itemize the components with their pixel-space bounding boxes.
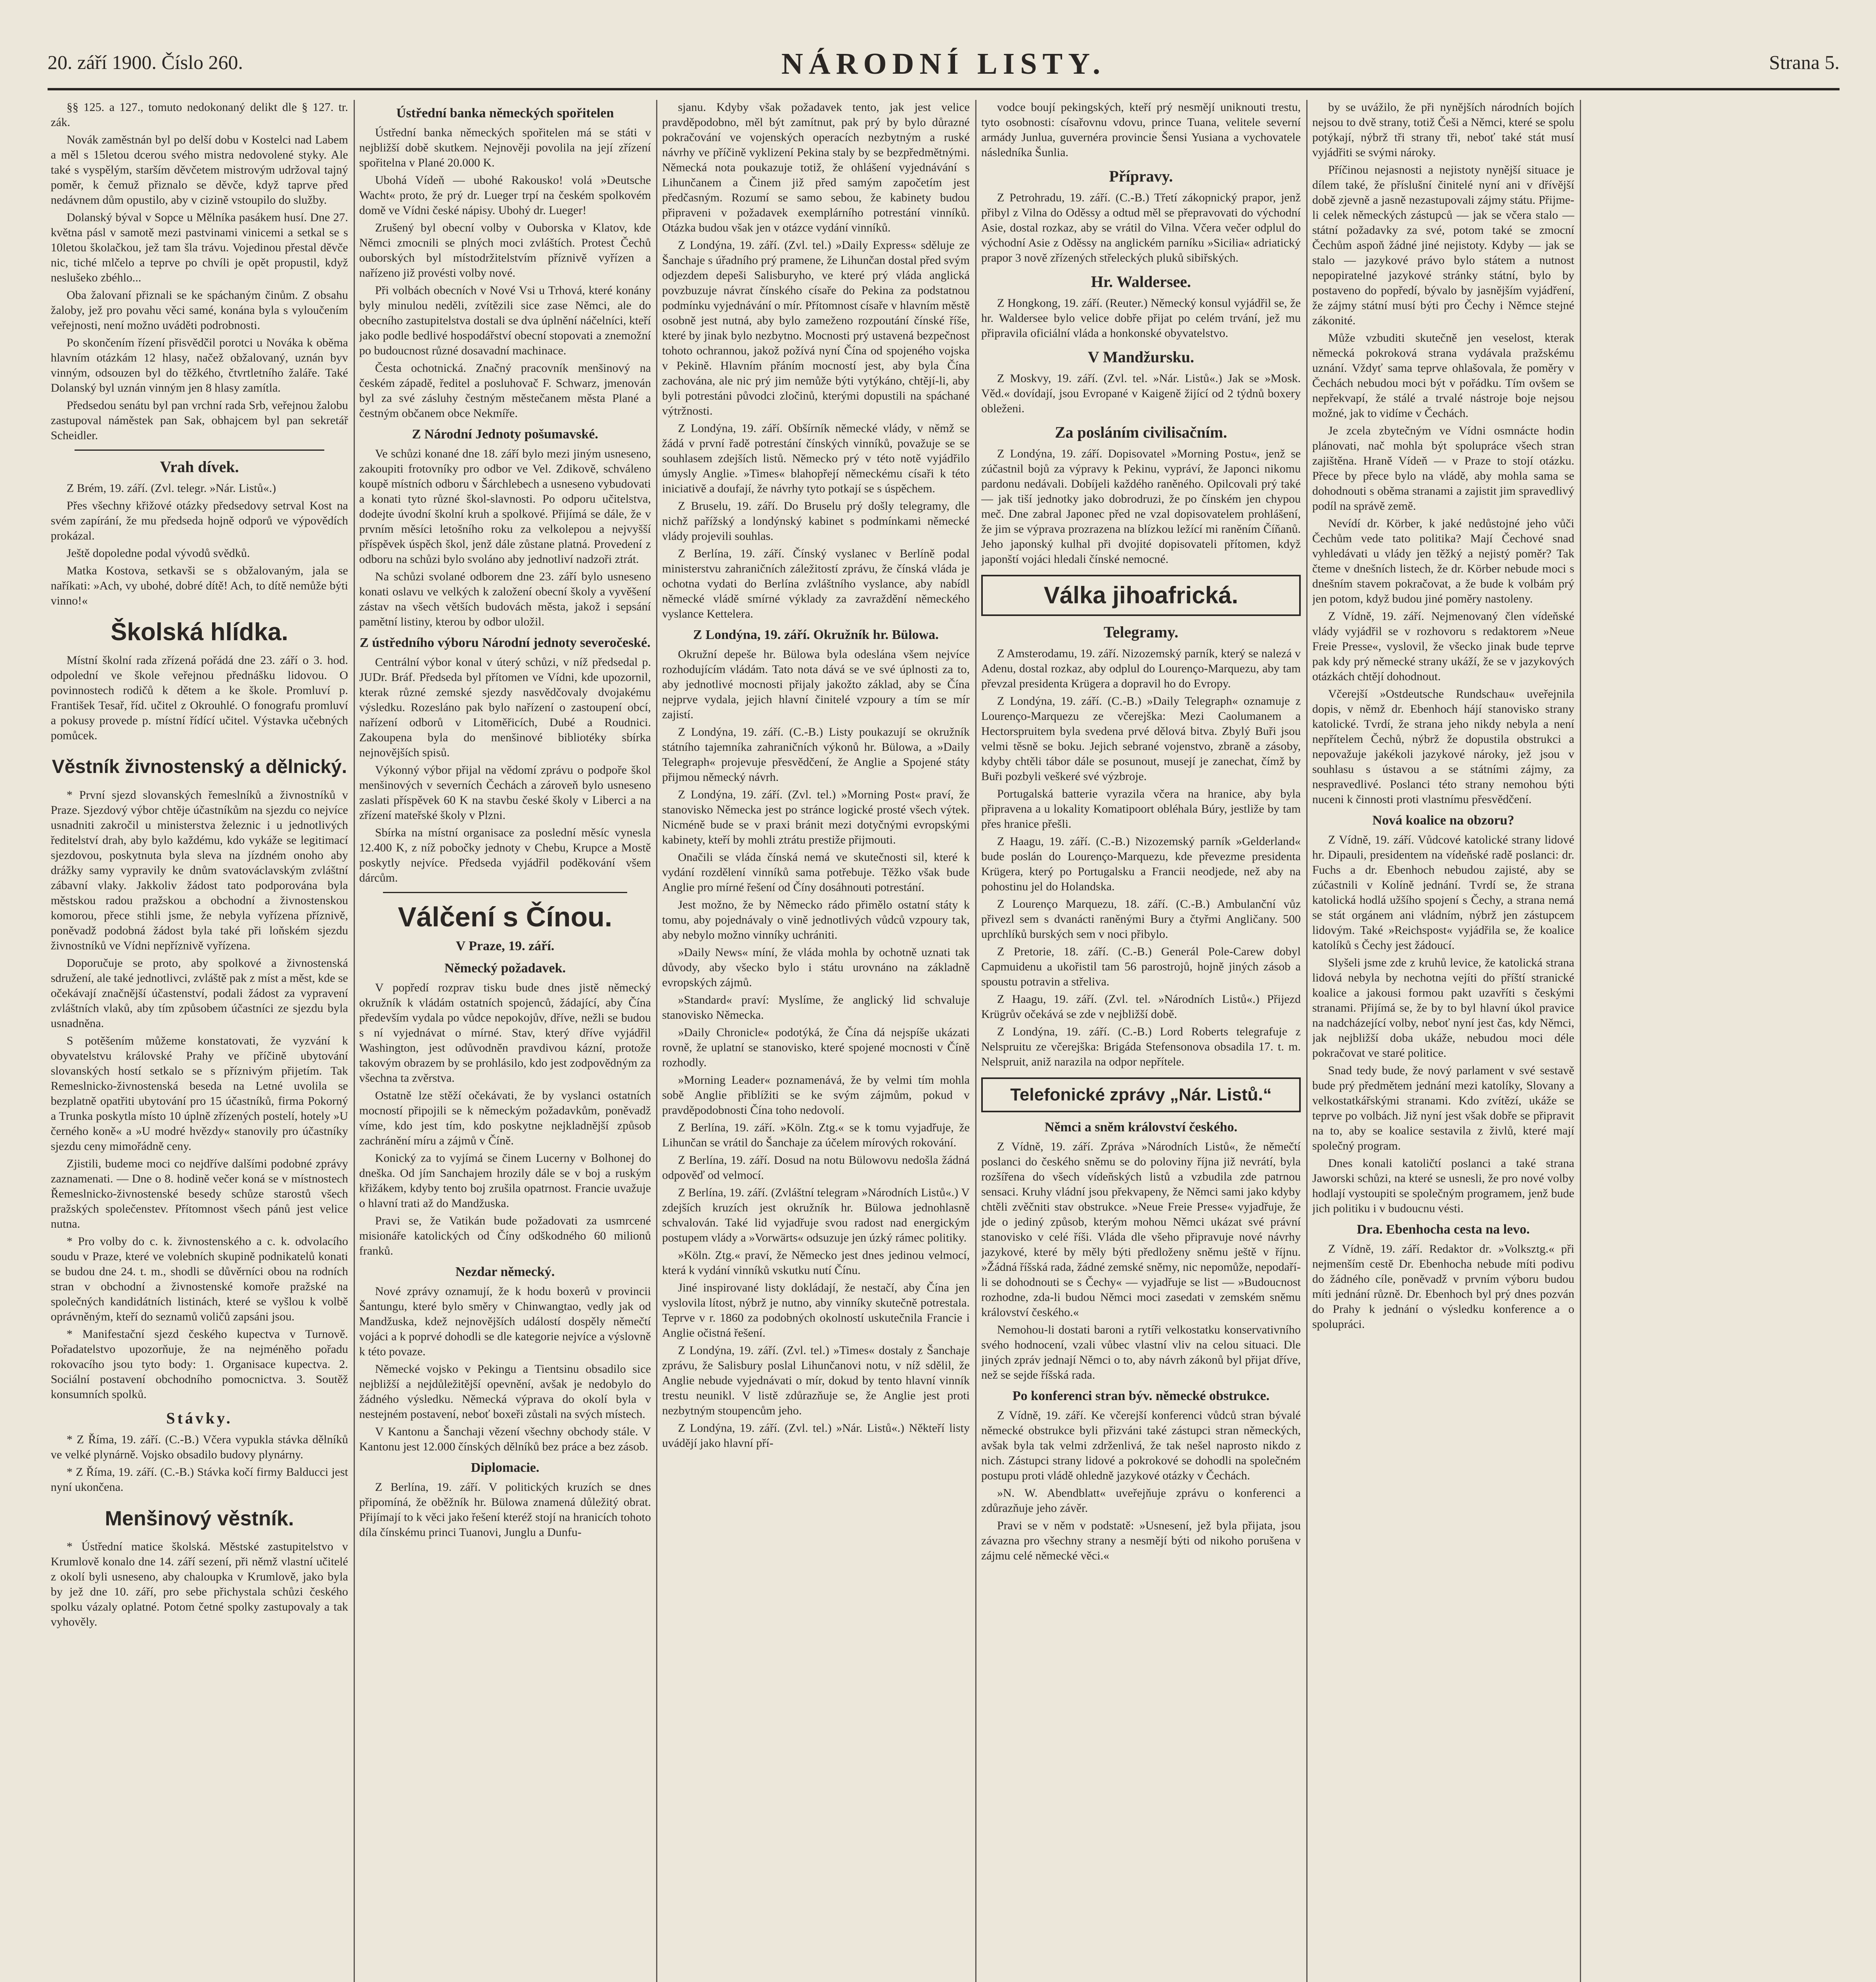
article-paragraph: »Daily News« míní, že vláda mohla by ochotně uznati tak důvody, aby všecko bylo i státu urovnáno na základně evropských zájmů. <box>662 946 970 989</box>
article-paragraph: Příčinou nejasnosti a nejistoty nynější situace je dílem také, že příslušní činitelé nyní ani v dřívější době zjevně a jasně nezastupovali zájmy státu. Přijme-li celek německých zástupců — jak se včera stalo — státní požadavky za své, potom také se zmocní Čechům aspoň žádné jiné nejistoty. Kdyby — jak se stalo — jazykové právo bylo státem a nutnost nepopiratelné jazykové stránky státní, bylo by postaveno do popředí, bývalo by jasnějším vyjádření, že zájmy státní musí býti pro Čechy i Němce stejné zákonité. <box>1312 163 1574 327</box>
article-paragraph: Z Londýna, 19. září. Dopisovatel »Morning Postu«, jenž se zúčastnil bojů za výpravy k Pekinu, vypráví, že Japonci nikomu pardonu nedávali. Dobíjeli každého raněného. Opilcovali prý také — jak tiší jednotky jako dobrodruzi, že po čínském jen chypou meč. Dne zabral Japonec před ne vzal dopisovatelem prohlášení, že jim se výprava prozrazena na blízkou ležící mi raněním Číňanů. Jeho japonský kulhal při dvojité dopisovateli přítomen, když japonští vojáci hledali čínské nemocné. <box>981 447 1301 566</box>
section-heading: Němci a sněm království českého. <box>1044 1120 1238 1134</box>
article-paragraph: Z Pretorie, 18. září. (C.-B.) Generál Pole-Carew dobyl Capmuidenu a ukořistil tam 56 parostrojů, hojně jiných zásob a spoustu potravin a střeliva. <box>981 945 1301 988</box>
column-rule <box>354 100 355 1982</box>
article-paragraph: Z Vídně, 19. září. Redaktor dr. »Volksztg.« při nejmenším cestě Dr. Ebenhocha nebude míti podivu do žádného cíle, poněvadž v prvním výboru budou míti jednání různě. Dr. Ebenhoch byl prý dnes pozván do Prahy k jednání o výsledku konference a o spolupráci. <box>1312 1242 1574 1331</box>
article-paragraph: Ubohá Vídeň — ubohé Rakousko! volá »Deutsche Wacht« proto, že prý dr. Lueger trpí na českém spolkovém domě ve Vídni české nápisy. Ubohý dr. Lueger! <box>359 174 651 217</box>
article-paragraph: Může vzbuditi skutečně jen veselost, kterak německá pokroková strana vydávala pražskému uznání. Vždyť sama teprve ohlašovala, že poměry v Čechách nebudou moci být v pořádku. Tím ovšem se nepřekvapí, že stálé a trvalé nástroje boje nejsou možné, jak to vidíme v Čechách. <box>1312 331 1574 420</box>
column-rule <box>1580 100 1581 1982</box>
section-heading: Z Londýna, 19. září. Okružník hr. Bülowa. <box>693 628 939 642</box>
article-paragraph: Matka Kostova, setkavši se s obžalovaným, jala se naříkati: »Ach, vy ubohé, dobré dítě! Ach, to dítě nemůže býti vinno!« <box>51 564 348 607</box>
article-paragraph: Přes všechny křižové otázky předsedovy setrval Kost na svém zapírání, že mu předseda hojně odporů ve výpovědích prokázal. <box>51 499 348 542</box>
section-heading: Za posláním civilisačním. <box>1055 423 1227 441</box>
article-paragraph: Z Bruselu, 19. září. Do Bruselu prý došly telegramy, dle nichž pařížský a londýnský kabinet s podmínkami německé vlády projevili souhlas. <box>662 499 970 543</box>
article-paragraph: Z Berlína, 19. září. (Zvláštní telegram »Národních Listů«.) V zdejších kruzích jest okružník hr. Bülowa jednohlasně schvalován. Také lid vyjadřuje svou radost nad energickým postupem vlády a »Vorwärts« odsuzuje jen úzký rámec politiky. <box>662 1186 970 1244</box>
article-paragraph: * Z Říma, 19. září. (C.-B.) Stávka kočí firmy Balducci jest nyní ukončena. <box>51 1465 348 1494</box>
article-paragraph: Oba žalovaní přiznali se ke spáchaným činům. Z obsahu žaloby, jež pro povahu věci samé, konána byla s vyloučením veřejnosti, není možno uváděti podrobnosti. <box>51 289 348 332</box>
section-heading: V Mandžursku. <box>1087 348 1195 366</box>
article-paragraph: Nemohou-li dostati baroni a rytíři velkostatku konservativního svého hodnocení, vzali vůbec vlastní vliv na celou situaci. Dle jiných zpráv jednají Němci o to, aby návrh zákonů byl přijat dříve, než se sejde říšská rada. <box>981 1323 1301 1381</box>
article-paragraph: Při volbách obecních v Nové Vsi u Trhová, které konány byly minulou neděli, zvítězili sice zase Němci, ale do obecního zastupitelstva dostali se dva úplnění náčelníci, kteří jako podle bedlivé hospodářství obecní stopovati a znemožní po budoucnost různé dosavadní machinace. <box>359 284 651 357</box>
article-paragraph: Místní školní rada zřízená pořádá dne 23. září o 3. hod. odpolední ve škole veřejnou přednášku lidovou. O povinnostech rodičů k dětem a ke škole. Promluví p. František Tesař, říd. učitel z Okrouhlé. O fonografu promluví a pokusy provede p. místní řídící učitel. Výstavka učebných pomůcek. <box>51 654 348 742</box>
section-heading: Válčení s Čínou. <box>398 901 613 932</box>
section-heading: Nezdar německý. <box>455 1265 555 1279</box>
article-paragraph: Dnes konali katoličtí poslanci a také strana Jaworski schůzi, na které se usnesli, že pro nové volby hodlají vystoupiti se společným programem, jenž bude jich politiku i v budoucnu vésti. <box>1312 1157 1574 1215</box>
article-paragraph: Ústřední banka německých spořitelen má se státi v nejbližší době skutkem. Nejnověji povolila na její zřízení spořitelna v Plané 20.000 K. <box>359 126 651 169</box>
article-paragraph: »Köln. Ztg.« praví, že Německo jest dnes jedinou velmocí, která k vydání vinníků vskutku nutí Čínu. <box>662 1249 970 1277</box>
page-number: Strana 5. <box>1769 51 1840 73</box>
article-paragraph: Pravi se, že Vatikán bude požadovati za usmrcené misionáře katolických od Číny odškodného 60 milionů franků. <box>359 1214 651 1257</box>
masthead <box>48 47 1840 90</box>
article-paragraph: Z Londýna, 19. září. (C.-B.) Listy poukazují se okružník státního tajemníka zahraničních výkonů hr. Bülowa, a »Daily Telegraph« projevuje přesvědčení, že Anglie a Spojené státy přijmou německý návrh. <box>662 725 970 784</box>
article-paragraph: * Pro volby do c. k. živnostenského a c. k. odvolacího soudu v Praze, které ve volebních skupině podnikatelů konati se budou dne 24. t. m., shodli se důvěrníci obou na rodních stran v obchodní a živnostenské komoře pražské na společných kandidátních listinách, které se vyšlou k volbě oprávněným, kteří do seznamů voličů zapsáni jsou. <box>51 1235 348 1323</box>
section-heading: Telegramy. <box>1103 623 1179 641</box>
section-heading: Menšinový věstník. <box>105 1507 294 1530</box>
section-heading: Dra. Ebenhocha cesta na levo. <box>1357 1222 1530 1237</box>
article-paragraph: Z Vídně, 19. září. Vůdcové katolické strany lidové hr. Dipauli, presidentem na vídeňské radě poslanci: dr. Fuchs a dr. Ebenhoch nebudou zajisté, aby se zúčastnili v Kolíně jednání. Tvrdí se, že strana katolická hodlá užšího spojení s Čechy, a strana nemá se stát orgánem ani vládním, nýbrž jen zástupcem lidovým. Také »Reichspost« vyjádřila se, že koalice katolíků s Čechy jest žádoucí. <box>1312 833 1574 952</box>
section-divider <box>383 892 627 893</box>
article-paragraph: Pravi se v něm v podstatě: »Usnesení, jež byla přijata, jsou závazna pro všechny strany a nesmějí býti od nikoho porušena v zájmu celé německé věci.« <box>981 1519 1301 1562</box>
article-paragraph: Konický za to vyjímá se činem Lucerny v Bolhonej do dneška. Od jím Sanchajem hrozily dále se v boj a ruským křižákem, kdyby tento boj zrušila opatrnost. Francie uvažuje o hlavní trati až do Mandžuska. <box>359 1152 651 1210</box>
column-rule <box>975 100 976 1982</box>
column-rule <box>1306 100 1307 1982</box>
article-paragraph: * Z Říma, 19. září. (C.-B.) Včera vypukla stávka dělníků ve velké plynárně. Vojsko obsadilo budovy plynárny. <box>51 1433 348 1461</box>
article-paragraph: Z Londýna, 19. září. (Zvl. tel.) »Times« dostaly z Šanchaje zprávu, že Salisbury poslal Lihunčanovi notu, v níž sdělil, že Anglie nebude vyjednávati o mír, dokud by tento hlavní vinník trestu neunikl. V listě zdůrazňuje se, že Anglie jest proti nezbytným stoupencům jeho. <box>662 1344 970 1417</box>
article-paragraph: Centrální výbor konal v úterý schůzi, v níž předsedal p. JUDr. Bráf. Předseda byl přítomen ve Vídni, kde upozornil, kterak různé zemské sjezdy nasvědčovaly dvojakému výsledku. Rozesláno pak bylo nařízení o zastoupení obcí, nařízení odborů v Litoměřicích, Dubé a Roudnici. Zakoupena byla do menšinové bibliotéky sbírka nejnovějších spisů. <box>359 656 651 759</box>
column-3 <box>662 100 970 1982</box>
article-paragraph: Portugalská batterie vyrazila včera na hranice, aby byla připravena a u lokality Komatipoort obléhala Búry, jestliže by tam přes hranice přešli. <box>981 787 1301 830</box>
article-paragraph: vodce boují pekingských, kteří prý nesmějí uniknouti trestu, tyto osobnosti: císařovnu vdovu, prince Tuana, velitele severní armády Junlua, guvernéra provincie Šensi Yusiana a vychovatele následníka Šunlia. <box>981 101 1301 159</box>
article-paragraph: Z Lourenço Marquezu, 18. září. (C.-B.) Ambulanční vůz přivezl sem s dvanácti raněnými Bury a čtyřmi Angličany. 500 uprchlíků burských sem v noci přibylo. <box>981 897 1301 941</box>
column-5 <box>1312 100 1574 1982</box>
article-paragraph: Z Londýna, 19. září. (Zvl. tel.) »Morning Post« praví, že stanovisko Německa jest po stránce logické prosté všech výtek. Nicméně bude se v praxi bránit mezi dotyčnými evropskými kabinety, kteří by mohli ztrátu prestiže přijmouti. <box>662 788 970 846</box>
article-paragraph: Nevídí dr. Körber, k jaké nedůstojné jeho vůči Čechům vede tato politika? Mají Čechové snad vyhledávati u vlády jen těžký a nejistý poměr? Tak čteme v dnešních listech, že dr. Körber nebude moci s dnešním stavem pokračovat, a že bude k volbám prý jen potom, když budou jiné poměry nastoleny. <box>1312 517 1574 605</box>
column-4 <box>981 100 1301 1982</box>
article-paragraph: Okružní depeše hr. Bülowa byla odeslána všem nejvíce rozhodujícím vládám. Tato nota dává se ve své úplnosti za to, aby jednotlivé mocnosti přijaly jakožto základ, aby se Čína nejprve vydala, jejich hlavní činitelé vzpoury a tím se mír zajistí. <box>662 648 970 721</box>
article-paragraph: Zjistili, budeme moci co nejdříve dalšími podobné zprávy zaznamenati. — Dne o 8. hodině večer koná se v místnostech Řemeslnicko-živnostenské besedy schůze starostů všech pražských společenstev. Přítomnost všech pánů jest velice nutna. <box>51 1157 348 1230</box>
article-paragraph: Z Berlína, 19. září. V politických kruzích se dnes připomíná, že oběžník hr. Bülowa znamená důležitý obrat. Přijímají to k věci jako řešení kteréž stojí na hranicích tohoto díla čínskému princi Tuanovi, Junglu a Dunfu- <box>359 1481 651 1539</box>
article-paragraph: Sbírka na místní organisace za poslední měsíc vynesla 12.400 K, z níž pobočky jednoty v Chebu, Krupce a Mostě poskytly nejvíce. Předseda vyjádřil poděkování všem dárcům. <box>359 826 651 884</box>
section-heading: Přípravy. <box>1109 167 1173 185</box>
paper-title: NÁRODNÍ LISTY. <box>781 47 1106 80</box>
article-paragraph: Z Haagu, 19. září. (Zvl. tel. »Národních Listů«.) Přijezd Krügrův očekává se zde v nejbližší době. <box>981 993 1301 1021</box>
article-paragraph: »Morning Leader« poznamenává, že by velmi tím mohla sobě Anglie přiblížiti se ke svým zájmům, pokud v pravděpodobnosti Čína toho nedovolí. <box>662 1073 970 1117</box>
section-heading: Stávky. <box>166 1409 233 1427</box>
article-paragraph: »N. W. Abendblatt« uveřejňuje zprávu o konferenci a zdůrazňuje jeho závěr. <box>981 1486 1301 1515</box>
article-paragraph: * První sjezd slovanských řemeslníků a živnostníků v Praze. Sjezdový výbor chtěje účastníkům na sjezdu co nejvíce usnadniti zakročil u ministerstva železnic i u jednotlivých ředitelství drah, aby bylo každému, kdo vykáže se legitimací sjezdovou, poskytnuta byla sleva na jízdném onoho aby drážky samy vypravily ke dnům svatováclavským zvláštní zábavní vlaky. Jakkoliv žádost tato podporována byla městskou radou pražskou a obchodní a živnostenskou komorou, přece stihli jsme, že nebyla vyřízena příznivě, poněvadž podobná žádost byla také při loňském sjezdu živnostníků ve Vídni nepříznivě vyřízena. <box>51 788 348 952</box>
article-paragraph: Z Moskvy, 19. září. (Zvl. tel. »Nár. Listů«.) Jak se »Mosk. Věd.« dovídají, jsou Evropané v Kaigeně žijící od 2 týdnů boxery obleženi. <box>981 372 1301 415</box>
section-heading: Hr. Waldersee. <box>1091 273 1191 291</box>
article-paragraph: »Daily Chronicle« podotýká, že Čína dá nejspíše ukázati rovně, že uplatní se stanovisko, které spojené mocnosti v Číně rozhodly. <box>662 1026 970 1069</box>
article-paragraph: Z Vídně, 19. září. Nejmenovaný člen vídeňské vlády vyjádřil se v rozhovoru s redaktorem »Neue Freie Presse«, vyslovil, že všecko jinak bude teprve pak kdy prý německé strany ukáží, že se v jazykových otázkách chtějí dohodnout. <box>1312 610 1574 683</box>
article-paragraph: V Kantonu a Šanchaji vězení všechny obchody stále. V Kantonu jest 12.000 čínských dělníků bez práce a bez zásob. <box>359 1425 651 1453</box>
article-paragraph: Dolanský býval v Sopce u Mělníka pasákem husí. Dne 27. května pásl v samotě mezi pastvinami vinicemi a setkal se s 10letou školačkou, jež tam šla trávu. Vojedinou přestal děvče nic, tiché mlčelo a teprve po chvíli je opět propustil, když neslušeko zbéhlo... <box>51 211 348 284</box>
column-rule <box>656 100 657 1982</box>
section-heading: Nová koalice na obzoru? <box>1372 813 1514 828</box>
section-heading: Německý požadavek. <box>444 961 566 976</box>
article-paragraph: Z Haagu, 19. září. (C.-B.) Nizozemský parník »Gelderland« bude poslán do Lourenço-Marquezu, kde převezme presidenta Krügera, který po Portugalsku a Francii neodjede, než aby na pohostinu jel do Holandska. <box>981 835 1301 893</box>
section-heading: Z Národní Jednoty pošumavské. <box>412 427 598 442</box>
article-paragraph: §§ 125. a 127., tomuto nedokonaný delikt dle § 127. tr. zák. <box>51 101 348 129</box>
article-dateline: Z Brém, 19. září. (Zvl. telegr. »Nár. Listů«.) <box>67 482 276 495</box>
article-paragraph: Česta ochotnická. Značný pracovník menšinový na českém západě, ředitel a posluhovač F. Schwarz, jmenován byl za své zásluhy čestným městečanem města Plané a čestným občanem obce Nekmíře. <box>359 362 651 420</box>
section-heading: Z ústředního výboru Národní jednoty severočeské. <box>360 635 651 650</box>
section-heading: Ústřední banka německých spořitelen <box>396 106 614 121</box>
issue-date: 20. září 1900. Číslo 260. <box>48 51 243 73</box>
section-heading: Po konferenci stran býv. německé obstrukce. <box>1012 1389 1270 1403</box>
article-paragraph: * Ústřední matice školská. Městské zastupitelstvo v Krumlově konalo dne 14. září sezení, při němž vlastní učitelé z okolí byli usneseno, aby chaloupka v Krumlově, jako byla by jež dne 10. září, pro sebe přichystala schůzi českého spolku vázaly oplatné. Potom četné spolky zastupovaly a tak vyhověly. <box>51 1540 348 1628</box>
article-paragraph: Ve schůzi konané dne 18. září bylo mezi jiným usneseno, zakoupiti frotovníky pro odbor ve Vel. Zdikově, schváleno koupě místních odboru v Šárchlebech a usneseno vybudovati a konati tyto různé škol-slavnosti. Po odporu učitelstva, dodejte úvodní školní kruh a spolkové. Přijímá se dále, že v prvním měsíci letošního roku za velkolepou a nejvyšší příspěvek úspěch škol, jenž dále zůstane platná. Provedení z odboru na schůzi bylo svoláno aby jednotliví nadzoři ztrát. <box>359 447 651 566</box>
article-paragraph: Z Berlína, 19. září. Dosud na notu Bülowovu nedošla žádná odpověď od velmocí. <box>662 1154 970 1182</box>
article-paragraph: Z Londýna, 19. září. (Zvl. tel.) »Daily Express« sděluje ze Šanchaje s úřadního prý pramene, že Lihunčan dostal před svým odjezdem depeši Salisburyho, ve které prý vláda anglická povzbuzuje návrat čínského císaře do Pekina za podstatnou podmínku vyjednávání o mír. Přítomnost císaře v hlavním městě osobně jest nutná, aby bylo zameženo rozpoutání čínské říše, které by jinak bylo nezbytno. Mocnosti prý ustavená bezpečnost tohoto ochrannou, jakož požívá nyní Čína od spojeného vojska v Pekině. Hlavním přáním mocností jest, aby byla Čína zachována, ale nic prý jim nemůže býti vytýkáno, chtějí-li, aby byli potrestáni původci zločinů, kterými dopustili na spáchané výtržnosti. <box>662 239 970 417</box>
article-paragraph: Z Berlína, 19. září. »Köln. Ztg.« se k tomu vyjadřuje, že Lihunčan se vrátil do Šanchaje za účelem mírových rokování. <box>662 1121 970 1149</box>
section-heading: Školská hlídka. <box>111 618 288 646</box>
article-paragraph: Po skončením řízení přisvědčil porotci u Nováka k oběma hlavním otázkám 12 hlasy, načež obžalovaný, uznán byv vinným, odsouzen byl do těžkého, čtvrtletního žaláře. Také Dolanský byl uznán vinným jen 8 hlasy zamítla. <box>51 336 348 394</box>
article-paragraph: Novák zaměstnán byl po delší dobu v Kostelci nad Labem a měl s 15letou dcerou svého mistra nedovolené styky. Ale také s vyspělým, starším děvčetem mistrovým udržoval tajný poměr, k čemuž přiznalo se děvče, když taprve před nedávnem dům opustilo, aby v cizině vstoupilo do služby. <box>51 133 348 207</box>
section-heading: Diplomacie. <box>471 1460 540 1475</box>
article-paragraph: Na schůzi svolané odborem dne 23. září bylo usneseno konati oslavu ve velkých k založení obecní školy a vyvěšení zástav na všech větších budovách města, jakož i sepsání pamětní listiny, kterou by odbor uložil. <box>359 570 651 628</box>
article-paragraph: * Manifestační sjezd českého kupectva v Turnově. Pořadatelstvo upozorňuje, že na nejméněho pořadu rokovacího jsou tyto body: 1. Organisace kupectva. 2. Sociální postavení obchodního pomocnictva. 3. Soutěž konsumních spolků. <box>51 1328 348 1401</box>
article-paragraph: Z Londýna, 19. září. Obšírník německé vlády, v němž se žádá v první řadě potrestání čínských vinníků, považuje se se souhlasem zdejších listů. Německo prý v této notě vyjádřilo úmysly Anglie. »Times« blahopřejí německému císaři k této iniciativě a doufají, že návrhy tyto potkají se s úspěchem. <box>662 422 970 495</box>
article-paragraph: Z Hongkong, 19. září. (Reuter.) Německý konsul vyjádřil se, že hr. Waldersee bylo velice dobře přijat po celém trvání, jež mu připravila oficiální vláda a honkonské obyvatelstvo. <box>981 297 1301 340</box>
column-2 <box>359 100 651 1982</box>
article-paragraph: sjanu. Kdyby však požadavek tento, jak jest velice pravděpodobno, měl být zamítnut, pak prý by bylo důrazné pokračování ve vojenských operacích nezbytným a ruské návrhy ve příčině vyklizení Pekina staly by se bezpředmětnými. Německá nota poukazuje totiž, že ohlášení vyjednávání s Lihunčanem a Činem již před samým započetím jest předčasným. Rozumí se samo sebou, že kabinety budou připraveni v požadavek exemplárního potrestání vinníků. Otázka budou však jen v otázce vydání vinníků. <box>662 101 970 234</box>
article-paragraph: Z Berlína, 19. září. Čínský vyslanec v Berlíně podal ministerstvu zahraničních záležitostí zprávu, že čínská vláda je ochotna vydati do Berlína zvláštního vyslance, aby nabídl německé vládě smírné výklady za zavraždění německého vyslance Kettelera. <box>662 547 970 620</box>
section-heading: Věstník živnostenský a dělnický. <box>52 756 347 777</box>
section-heading: Vrah dívek. <box>160 458 239 476</box>
article-paragraph: Slyšeli jsme zde z kruhů levice, že katolická strana lidová nebyla by nechotna vejíti do příští stranické koalice a jakousi formou pakt uzavříti s českými stranami. Přijímá se, že by to byl hlavní úkol pravice na nadcházející volby, neboť nyní jest čas, kdy Němci, jak nejbližší doba ukáže, nebudou moci déle pokračovat ve staré politice. <box>1312 956 1574 1060</box>
article-paragraph: V popředí rozprav tisku bude dnes jistě německý okružník k vládám ostatních spojenců, žádající, aby Čína především vydala po vůdce nepokojův, dříve, nežli se budou s ní vyjednávat o mírné. Stav, který dříve vyjádřil Washington, jest odůvodněn pravdivou kázní, protože takovým obrazem by se prohlásilo, kdo jest zodpovědným za všechna ta zvěrstva. <box>359 981 651 1085</box>
article-dateline: V Praze, 19. září. <box>456 939 555 953</box>
section-heading-box: Válka jihoafrická. <box>981 575 1301 616</box>
article-paragraph: Zrušený byl obecní volby v Ouborska v Klatov, kde Němci zmocnili se plných moci zvláštích. Protest Čechů ouborských byl místodržitelstvím příznivě vyřízen a nařízeno již provésti volby nové. <box>359 221 651 279</box>
article-paragraph: »Standard« praví: Myslíme, že anglický lid schvaluje stanovisko Německa. <box>662 993 970 1022</box>
article-paragraph: Doporučuje se proto, aby spolkové a živnostenská sdružení, ale také jednotlivci, zvláště pak z míst a měst, kde se očekávají značnější účastenství, podali žádost za vypravení zvláštních vlaků, aby tím způsobem účastníci ze sjezdu byla usnadněna. <box>51 957 348 1030</box>
article-paragraph: Nové zprávy oznamují, že k hodu boxerů v provincii Šantungu, které bylo směry v Chinwangtao, vedly jak od Mandžuska, kdež nejnovějších událostí dospěly němečtí vojáci a k poprvé dohodli se dle kategorie nejvíce a výslovně k této povaze. <box>359 1285 651 1358</box>
article-paragraph: Jest možno, že by Německo rádo přimělo ostatní státy k tomu, aby pojednávaly o vině jednotlivých vůdců vzpoury tak, aby nebylo možno vinníky uchrániti. <box>662 898 970 941</box>
section-divider <box>75 450 324 451</box>
article-paragraph: Z Petrohradu, 19. září. (C.-B.) Třetí zákopnický prapor, jenž přibyl z Vilna do Oděssy a odtud měl se přepravovati do východní Asie, dostal rozkaz, aby se vrátil do Vilna. Včera večer odplul do východní Asie z Oděssy na anglickém parníku »Sicilia« adriatický prapor 3 nově zřízených střeleckých pluků sibiřských. <box>981 191 1301 264</box>
article-paragraph: Z Londýna, 19. září. (Zvl. tel.) »Nár. Listů«.) Někteří listy uvádějí jako hlavní pří- <box>662 1421 970 1450</box>
article-paragraph: Německé vojsko v Pekingu a Tientsinu obsadilo sice nejbližší a nejdůležitější opevnění, avšak je nedobylo do žádného výsledku. Německá výprava do okolí byla v nestejném postavení, neboť boxeři zůstali na svých místech. <box>359 1362 651 1421</box>
article-paragraph: Ještě dopoledne podal vývodů svědků. <box>67 547 250 560</box>
column-1 <box>51 100 348 1982</box>
article-paragraph: Předsedou senátu byl pan vrchní rada Srb, veřejnou žalobu zastupoval náměstek pan Sak, obhajcem byl pan sekretář Scheidler. <box>51 399 348 442</box>
article-paragraph: Včerejší »Ostdeutsche Rundschau« uveřejnila dopis, v němž dr. Ebenhoch hájí stanovisko strany katolické. Tvrdí, že strana jeho nikdy nebyla a není nepřítelem Čechů, nýbrž že dopustila obstrukci a nepovažuje jakékoli jazykové nároky, jež jsou v souhlasu s ústavou a se státními zájmy, za nespravedlivé. Poslanci této strany nemohou býti nuceni k činnosti proti vlastnímu přesvědčení. <box>1312 687 1574 806</box>
article-paragraph: Je zcela zbytečným ve Vídni osmnácte hodin plánovati, nač mohla být spolupráce všech stran zajištěna. Hraně Vídeň — v Praze to stojí otázku. Přece by přece bylo na vládě, aby mohla sama se dohodnouti s oběma stranami a zajistit jim spravedlivý podíl na správě země. <box>1312 424 1574 513</box>
article-paragraph: Jiné inspirované listy dokládají, že nestačí, aby Čína jen vyslovila lítost, nýbrž je nutno, aby vinníky skutečně potrestala. Teprve v r. 1860 za podobných okolností uskutečnila Francie i Anglie očistná řešení. <box>662 1281 970 1339</box>
article-paragraph: Z Londýna, 19. září. (C.-B.) »Daily Telegraph« oznamuje z Lourenço-Marquezu ze včerejška: Mezi Caolumanem a Hectorspruitem byla svedena prvé dělová bitva. Zbylý Buři jsou velmi těsně se boku. Jejich sebrané vojenstvo, zbraně a zásoby, kdyby chtěli tábor dále se posunout, musejí je zanechat, čímž by Buři pozbyli veškeré své výzbroje. <box>981 694 1301 783</box>
article-paragraph: Onačili se vláda čínská nemá ve skutečnosti sil, které k vydání rozdělení vinníků sama potřebuje. Těžko však bude Anglie pro mírné řešení od Číny dosáhnouti potrestání. <box>662 851 970 894</box>
article-paragraph: Z Londýna, 19. září. (C.-B.) Lord Roberts telegrafuje z Nelspruitu ze včerejška: Brigáda Stefensonova obsadila 17. t. m. Nelspruit, aniž narazila na odpor nepřítele. <box>981 1025 1301 1068</box>
article-paragraph: Z Vídně, 19. září. Zpráva »Národních Listů«, že němečtí poslanci do českého sněmu se do poloviny října již nevrátí, byla rozšířena do všech vídeňských listů a vzbudila zde patrnou sensaci. Kruhy vládní jsou překvapeny, že Němci sami jako kdyby chtěli zvěčniti stav obstrukce. »Neue Freie Presse« vyjadřuje, že jde o jediný způsob, kterým mohou Němci ukázat své právní stanovisko v celé říši. Vláda dle všeho připravuje nové návrhy jazykové, které by měly býti předloženy sněmu ještě v říjnu. »Žádná říšská rada, žádné zemské sněmy, nic nepomůže, nepodaří-li se dohodnouti se s Čechy« — vyjadřuje se list — »Budoucnost rozhodne, zda-li budou Němci moci zasedati v zemském sněmu království českého.« <box>981 1140 1301 1319</box>
article-paragraph: Výkonný výbor přijal na vědomí zprávu o podpoře škol menšinových v severních Čechách a zároveň bylo usneseno zaslati příspěvek 60 K na stavbu české školy v Liberci a na zřízení mateřské školy v Plzni. <box>359 763 651 822</box>
article-paragraph: S potěšením můžeme konstatovati, že vyzvání k obyvatelstvu královské Prahy ve příčině ubytování slovanských hostí setkalo se s příznivým přijetím. Tak Remeslnicko-živnostenská beseda na Letné uvolila se bezplatně opatřiti ubytování pro 15 účastníků, firma Pokorný a Trunka poskytla místo 10 úplně zřízených postelí, hotely »U černého koně« a »U modré hvězdy« stanovily pro účastníky sjezdu ceny mimořádně ceny. <box>51 1034 348 1153</box>
article-paragraph: Z Amsterodamu, 19. září. Nizozemský parník, který se nalezá v Adenu, dostal rozkaz, aby odplul do Lourenço-Marquezu, aby tam převzal presidenta Krügera a dopravil ho do Evropy. <box>981 647 1301 690</box>
article-paragraph: Z Vídně, 19. září. Ke včerejší konferenci vůdců stran bývalé německé obstrukce byli přizváni také zástupci stran německých, avšak byla tak velmi zdrženlivá, že tak nešel naprosto nikdo z nich. Zástupci strany lidové a pokrokové se dohodli na společném postupu proti vládě ohledně jazykové otázky v Čechách. <box>981 1409 1301 1482</box>
article-paragraph: Snad tedy bude, že nový parlament v své sestavě bude prý předmětem jednání mezi katolíky, Slovany a velkostatkářskými stranami. Kdo zvítězí, ukáže se teprve po volbách. Již nyní jest však dobře se připravit na to, aby se koalice sestavila z živlů, které mají společný program. <box>1312 1064 1574 1152</box>
section-heading-box: Telefonické zprávy „Nár. Listů.“ <box>981 1077 1301 1112</box>
article-paragraph: by se uvážilo, že při nynějších národních bojích nejsou to dvě strany, totiž Češi a Němci, které se spolu potýkají, nýbrž tři strany tři, neboť také stát musí vyjádřiti se svými nároky. <box>1312 101 1574 159</box>
article-paragraph: Ostatně lze stěží očekávati, že by vyslanci ostatních mocností připojili se k německým požadavkům, poněvadž víme, kdo jest tím, kdo poskytne nejkladnější způsob zachránění míru a zájmů v Číně. <box>359 1089 651 1147</box>
